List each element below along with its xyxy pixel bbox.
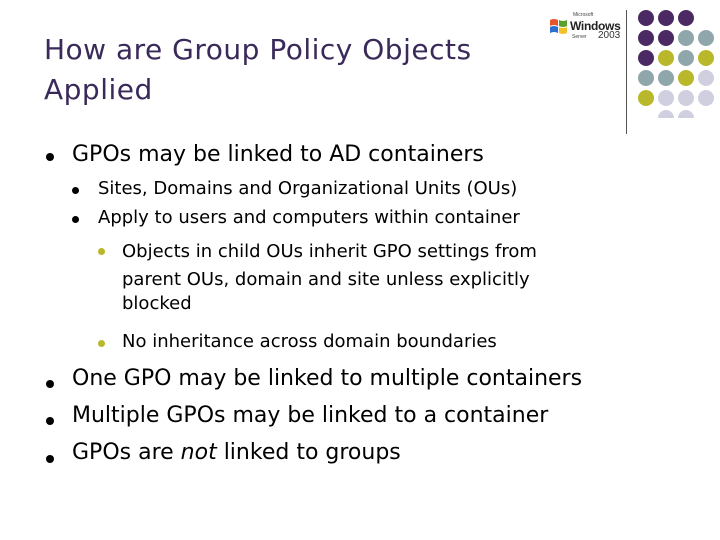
logo-windows-text: Windows [570, 19, 621, 33]
bullet-multiple-gpos-container: Multiple GPOs may be linked to a container [72, 403, 549, 428]
bullet-child-ous-inherit-line-3: blocked [122, 293, 192, 314]
bullet-dot [98, 248, 105, 255]
windows-flag-icon [548, 16, 570, 38]
bullet-dot [46, 153, 54, 161]
bullet-child-ous-inherit-line-1: Objects in child OUs inherit GPO settings from [122, 241, 537, 262]
bullet-child-ous-inherit [122, 238, 537, 318]
bullet-apply-users-computers: Apply to users and computers within container [98, 207, 520, 228]
logo-server-text: Server [572, 34, 587, 40]
title-line-1: How are Group Policy Objects [44, 33, 472, 66]
bullet-dot [46, 455, 54, 463]
bullet-gpos-not-groups [72, 440, 401, 465]
bullet-gpos-not-groups-pre: GPOs are [72, 440, 181, 465]
bullet-one-gpo-multiple: One GPO may be linked to multiple containers [72, 366, 583, 391]
bullet-dot [46, 417, 54, 425]
title-line-2: Applied [44, 73, 153, 106]
slide-title [44, 30, 544, 110]
bullet-dot [72, 187, 79, 194]
bullet-gpos-linked-ad: GPOs may be linked to AD containers [72, 142, 484, 167]
bullet-dot [46, 380, 54, 388]
bullet-child-ous-inherit-line-2: parent OUs, domain and site unless explicitly [122, 269, 530, 290]
bullet-dot [72, 216, 79, 223]
bullet-sites-domains-ous: Sites, Domains and Organizational Units (OUs) [98, 178, 518, 199]
bullet-dot [98, 340, 105, 347]
bullet-gpos-not-groups-emphasis: not [180, 440, 217, 465]
decorative-dot-grid [636, 8, 720, 118]
bullet-gpos-not-groups-post: linked to groups [216, 440, 401, 465]
windows-server-2003-logo [548, 12, 626, 42]
bullet-no-inheritance-domain: No inheritance across domain boundaries [122, 331, 497, 352]
logo-year-text: 2003 [598, 30, 621, 41]
logo-microsoft-text: Microsoft [573, 12, 594, 18]
title-divider [626, 10, 627, 134]
